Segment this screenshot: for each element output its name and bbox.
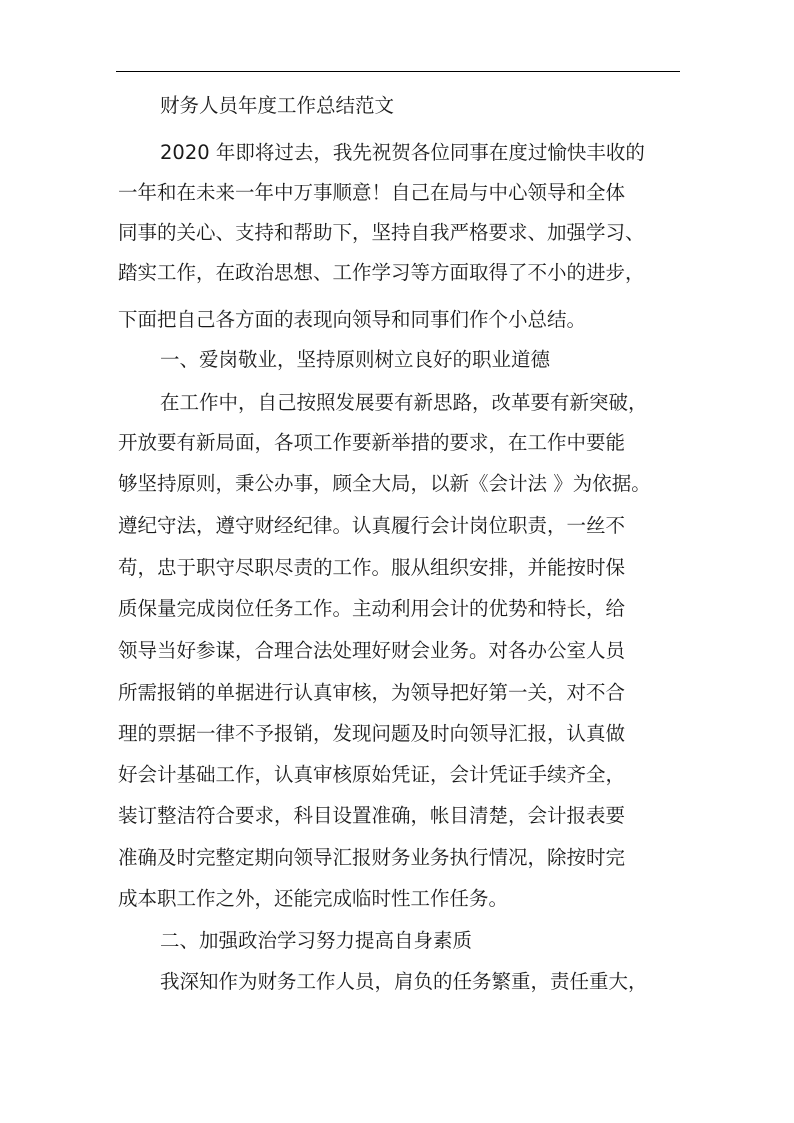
paragraph-line: 质保量完成岗位任务工作。主动利用会计的优势和特长，给 — [118, 597, 626, 620]
paragraph-line: 苟，忠于职守尽职尽责的工作。服从组织安排，并能按时保 — [118, 556, 626, 579]
section-heading-2: 二、加强政治学习努力提高自身素质 — [160, 929, 473, 952]
paragraph-line: 开放要有新局面，各项工作要新举措的要求，在工作中要能 — [118, 431, 626, 454]
document-title: 财务人员年度工作总结范文 — [160, 94, 395, 117]
paragraph-line: 一年和在未来一年中万事顺意！自己在局与中心领导和全体 — [118, 181, 626, 204]
paragraph-line: 我深知作为财务工作人员，肩负的任务繁重，责任重大， — [160, 970, 648, 993]
paragraph-line: 遵纪守法，遵守财经纪律。认真履行会计岗位职责，一丝不 — [118, 514, 626, 537]
paragraph-line: 2020 年即将过去，我先祝贺各位同事在度过愉快丰收的 — [160, 141, 645, 164]
paragraph-line: 装订整洁符合要求，科目设置准确，帐目清楚，会计报表要 — [118, 804, 626, 827]
paragraph-line: 准确及时完整定期向领导汇报财务业务执行情况，除按时完 — [118, 846, 626, 869]
paragraph-line: 下面把自己各方面的表现向领导和同事们作个小总结。 — [118, 308, 587, 331]
paragraph-line: 成本职工作之外，还能完成临时性工作任务。 — [118, 887, 509, 910]
paragraph-line: 所需报销的单据进行认真审核，为领导把好第一关，对不合 — [118, 681, 626, 704]
paragraph-line: 踏实工作，在政治思想、工作学习等方面取得了不小的进步， — [118, 261, 645, 284]
paragraph-line: 够坚持原则，秉公办事，顾全大局，以新《会计法 》为依据。 — [118, 472, 651, 495]
paragraph-line: 同事的关心、支持和帮助下，坚持自我严格要求、加强学习、 — [118, 221, 645, 244]
header-rule — [116, 71, 680, 72]
paragraph-line: 在工作中，自己按照发展要有新思路，改革要有新突破， — [160, 391, 648, 414]
paragraph-line: 领导当好参谋，合理合法处理好财会业务。对各办公室人员 — [118, 639, 626, 662]
section-heading-1: 一、爱岗敬业，坚持原则树立良好的职业道德 — [160, 348, 551, 371]
paragraph-line: 好会计基础工作，认真审核原始凭证，会计凭证手续齐全， — [118, 763, 626, 786]
paragraph-line: 理的票据一律不予报销，发现问题及时向领导汇报，认真做 — [118, 722, 626, 745]
